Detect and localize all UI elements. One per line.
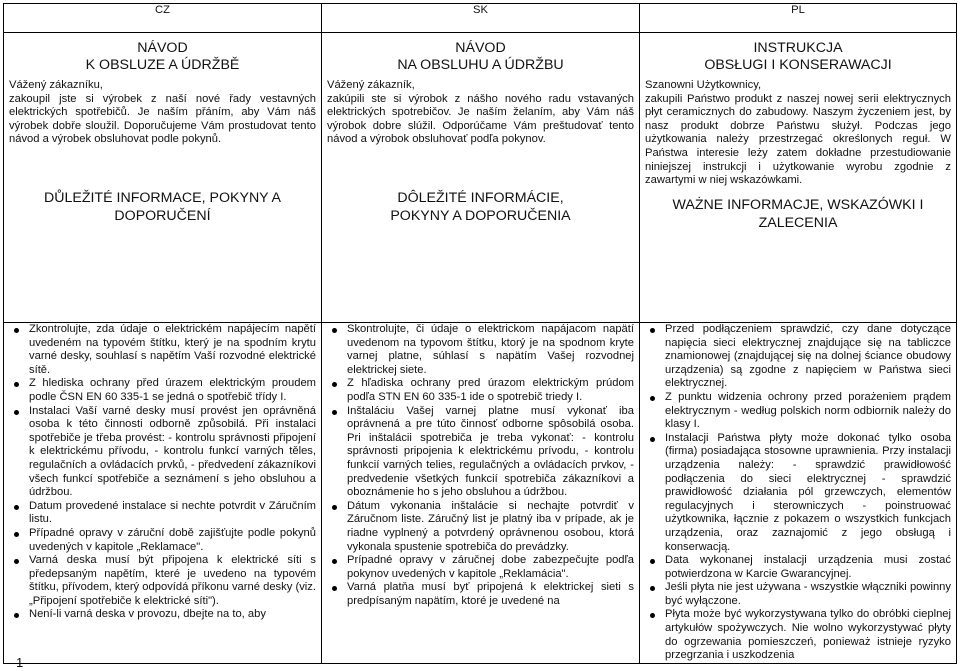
instruction-item: Instalaci Vaší varné desky musí provést jen oprávněná osoba k této činnosti odborně způsobilá. Při instalaci spotřebiče je třeba provést: - kontrolu správnosti připojení k elektrickému přívodu, - kontrolu funkcí varných těles, regulačních a ovládacích prvků, - předvedení zákazníkovi všech funkcí spotřebiče a seznámení s jeho obsluhou a údržbou. bbox=[29, 404, 316, 499]
instruction-item: Płyta może być wykorzystywana tylko do obróbki cieplnej artykułów spożywczych. Nie wolno wykorzystywać płyty do ogrzewania pomieszczeń, ponieważ istnieje ryzyko przegrzania i uszkodzenia bbox=[665, 608, 951, 662]
intro-cell-cz bbox=[4, 33, 322, 323]
title-line-1: NÁVOD bbox=[137, 40, 188, 56]
intro-cell-sk bbox=[322, 33, 640, 323]
instructions-cell-pl bbox=[640, 323, 957, 664]
manual-title-sk bbox=[327, 33, 634, 74]
title-line-1: NÁVOD bbox=[455, 40, 506, 56]
instruction-item: Data wykonanej instalacji urządzenia musi zostać potwierdzona w Karcie Gwarancyjnej. bbox=[665, 554, 951, 580]
lang-header-sk: SK bbox=[322, 4, 640, 33]
important-heading-sk bbox=[327, 189, 634, 225]
instruction-item: Varná deska musí být připojena k elektrické síti s předepsaným napětím, které je uvedeno na typovém štítku, přívodem, který odpovídá příkonu varné desky (viz. „Připojení spotřebiče k elektrické síti"). bbox=[29, 554, 316, 607]
manual-title-cz bbox=[9, 33, 316, 74]
greeting-sk bbox=[327, 79, 634, 147]
greeting-text: zakúpili ste si výrobok z nášho nového radu vstavaných elektrických spotrebičov. Je naším želaním, aby Vám náš výrobok dobre slúžil. Odporúčame Vám preštudovať tento návod a výrobok obsluhovať podľa pokynov. bbox=[327, 92, 634, 146]
instruction-item: Przed podłączeniem sprawdzić, czy dane dotyczące napięcia sieci elektrycznej znajdujące się na tabliczce znamionowej (znajdującej się na dolnej ściance obudowy urządzenia) są zgodne z napięciem w Państwa sieci elektrycznej. bbox=[665, 323, 951, 390]
instruction-item: Z hľadiska ochrany pred úrazom elektrickým prúdom podľa STN EN 60 335-1 ide o spotrebič triedy I. bbox=[347, 377, 634, 403]
page-number: 1 bbox=[16, 655, 24, 670]
important-line-2: POKYNY A DOPORUČENIA bbox=[390, 207, 571, 224]
important-heading-pl bbox=[645, 196, 951, 232]
instruction-item: Varná platňa musí byť pripojená k elektrickej sieti s predpísaným napätím, ktoré je uvedené na bbox=[347, 581, 634, 607]
important-line-2: DOPORUČENÍ bbox=[114, 207, 211, 224]
greeting-salutation: Szanowni Użytkownicy, bbox=[645, 79, 762, 91]
instructions-list-cz bbox=[9, 323, 316, 622]
instruction-item: Z punktu widzenia ochrony przed porażeniem prądem elektrycznym - według polskich norm odbiornik należy do klasy I. bbox=[665, 390, 951, 431]
instructions-cell-cz bbox=[4, 323, 322, 664]
instructions-cell-sk bbox=[322, 323, 640, 664]
instruction-item: Datum provedené instalace si nechte potvrdit v Záručním listu. bbox=[29, 499, 316, 526]
important-line-1: DÔLEŽITÉ INFORMÁCIE, bbox=[397, 189, 564, 206]
greeting-text: zakupili Państwo produkt z naszej nowej serii elektrycznych płyt ceramicznych do zabudowy. Naszym życzeniem jest, by nasz produkt dobrze Państwu służył. Podczas jego użytkowania należy przestrzegać określonych reguł. W Państwa interesie leży zatem dokładne przestudiowanie niniejszej instrukcji i użytkowanie wyrobu zgodnie z zawartymi w niej wskazówkami. bbox=[645, 92, 951, 187]
instruction-item: Není-li varná deska v provozu, dbejte na to, aby bbox=[29, 608, 316, 622]
greeting-text: zakoupil jste si výrobek z naší nové řady vestavných elektrických spotřebičů. Je naším přáním, aby Vám náš výrobek dobře sloužil. Doporučujeme Vám prostudovat tento návod a výrobek obsluhovat podle pokynů. bbox=[9, 92, 316, 146]
instruction-item: Jeśli płyta nie jest używana - wszystkie włączniki powinny być wyłączone. bbox=[665, 581, 951, 607]
intro-row bbox=[4, 33, 957, 323]
greeting-salutation: Vážený zákazníku, bbox=[9, 79, 103, 91]
instruction-item: Z hlediska ochrany před úrazem elektrickým proudem podle ČSN EN 60 335-1 se jedná o spotřebič třídy I. bbox=[29, 377, 316, 403]
manual-title-pl bbox=[645, 33, 951, 74]
important-line-2: ZALECENIA bbox=[758, 214, 838, 231]
important-line-1: WAŻNE INFORMACJE, WSKAZÓWKI I bbox=[672, 196, 924, 213]
trilingual-manual-table bbox=[3, 3, 957, 664]
instructions-list-sk bbox=[327, 323, 634, 608]
instruction-item: Prípadné opravy v záručnej dobe zabezpečujte podľa pokynov uvedených v kapitole „Reklamácia". bbox=[347, 554, 634, 580]
title-line-2: K OBSLUZE A ÚDRŽBĚ bbox=[85, 57, 240, 73]
greeting-salutation: Vážený zákazník, bbox=[327, 79, 415, 91]
title-line-2: OBSŁUGI I KONSERAWACJI bbox=[704, 57, 892, 73]
intro-cell-pl bbox=[640, 33, 957, 323]
important-heading-cz bbox=[9, 189, 316, 225]
instruction-item: Skontrolujte, či údaje o elektrickom napájacom napätí uvedenom na typovom štítku, ktorý je na spodnom kryte varnej platne, súhlasí s napätím Vašej rozvodnej elektrickej siete. bbox=[347, 323, 634, 376]
important-line-1: DŮLEŽITÉ INFORMACE, POKYNY A bbox=[43, 189, 282, 206]
greeting-pl bbox=[645, 79, 951, 188]
lang-header-cz: CZ bbox=[4, 4, 322, 33]
title-line-2: NA OBSLUHU A ÚDRŽBU bbox=[397, 57, 564, 73]
language-header-row bbox=[4, 4, 957, 33]
greeting-cz bbox=[9, 79, 316, 147]
instructions-row bbox=[4, 323, 957, 664]
instruction-item: Dátum vykonania inštalácie si nechajte potvrdiť v Záručnom liste. Záručný list je platný iba v prípade, ak je riadne vyplnený a potvrdený oprávnenou osobou, ktorá vykonala spustenie spotrebiča do prevádzky. bbox=[347, 499, 634, 553]
instruction-item: Inštaláciu Vašej varnej platne musí vykonať iba oprávnená a pre túto činnosť odborne spôsobilá osoba. Pri inštalácii spotrebiča je treba vykonať: - kontrolu správnosti pripojenia k elektrickému prívodu, - kontrolu funkcií varných telies, regulačných a ovládacích prvkov, - predvedenie všetkých funkcií spotrebiča zákazníkovi a oboznámenie ho s jeho obsluhou a údržbou. bbox=[347, 404, 634, 499]
instruction-item: Zkontrolujte, zda údaje o elektrickém napájecím napětí uvedeném na typovém štítku, který je na spodním krytu varné desky, souhlasí s napětím Vaší rozvodné elektrické sítě. bbox=[29, 323, 316, 376]
title-line-1: INSTRUKCJA bbox=[753, 40, 843, 56]
instruction-item: Případné opravy v záruční době zajišťujte podle pokynů uvedených v kapitole „Reklamace". bbox=[29, 526, 316, 553]
instructions-list-pl bbox=[645, 323, 951, 663]
instruction-item: Instalacji Państwa płyty może dokonać tylko osoba (firma) posiadająca stosowne uprawnienia. Przy instalacji urządzenia należy: - sprawdzić prawidłowość podłączenia do sieci elektrycznej - sprawdzić prawidłowość działania pól grzewczych, elementów regulacyjnych i sterowniczych - poinstruować użytkownika, łącznie z pokazem o wszystkich funkcjach urządzenia, oraz zaznajomić z jego obsługą i konserwacją. bbox=[665, 431, 951, 553]
lang-header-pl: PL bbox=[640, 4, 957, 33]
